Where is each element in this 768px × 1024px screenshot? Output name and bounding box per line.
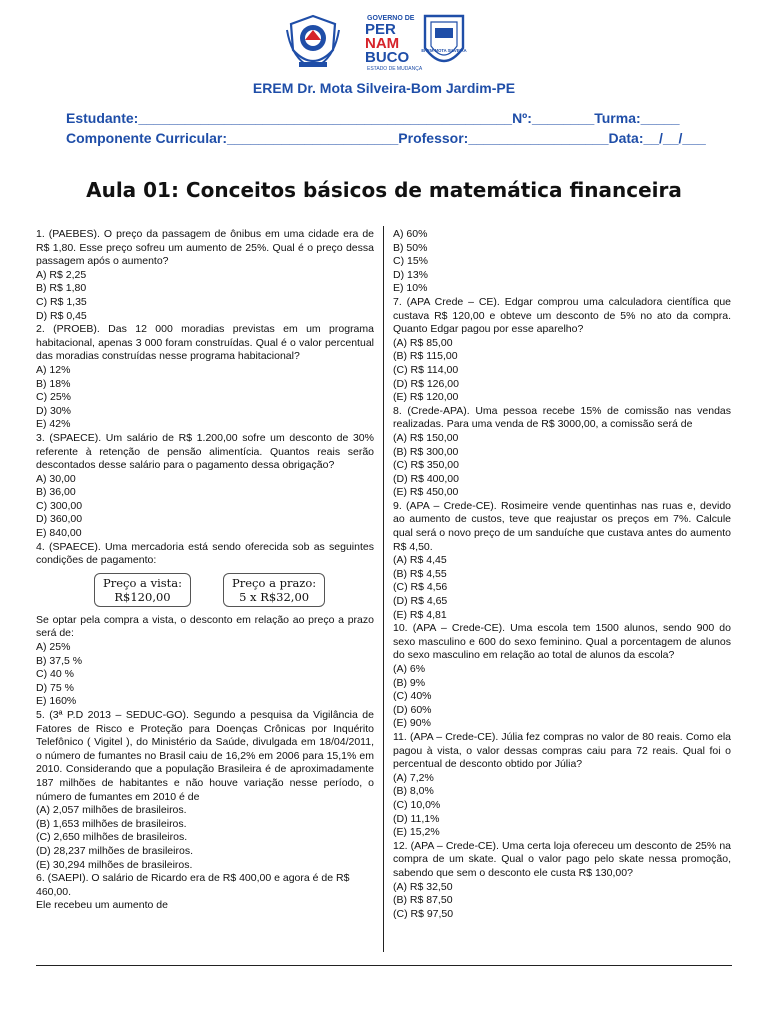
- option: (D) R$ 4,65: [393, 595, 448, 608]
- installment-price-value: 5 x R$32,00: [239, 589, 310, 604]
- student-line: Estudante:________________________________________________Nº:________Turma:_____: [66, 110, 680, 126]
- option: A) 60%: [393, 228, 428, 240]
- option: (E) 90%: [393, 717, 431, 730]
- option: A) R$ 2,25: [36, 268, 87, 281]
- option: (E) R$ 120,00: [393, 391, 459, 404]
- option: E) 840,00: [36, 527, 82, 540]
- option: B) 50%: [393, 241, 428, 254]
- option: (C) 10,0%: [393, 798, 441, 811]
- option: C) 300,00: [36, 499, 83, 512]
- option: (E) 15,2%: [393, 826, 440, 839]
- question-6: 6. (SAEPI). O salário de Ricardo era de R$ 400,00 e agora é de R$ 460,00.: [36, 872, 350, 898]
- option: D) 30%: [36, 404, 72, 417]
- question-10: 10. (APA – Crede-CE). Uma escola tem 1500 alunos, sendo 900 do sexo masculino e 600 do sexo feminino. Qual a porcentagem de alunos do sexo masculino em relação ao total de alunos da escola?: [393, 622, 731, 662]
- installment-price-label: Preço a prazo:: [232, 575, 317, 590]
- option: B) 36,00: [36, 486, 76, 499]
- option: (B) R$ 115,00: [393, 350, 458, 363]
- option: D) 360,00: [36, 513, 83, 526]
- option: B) 18%: [36, 377, 71, 390]
- subject-line: Componente Curricular:______________________Professor:__________________Data:__/__/___: [66, 130, 706, 146]
- question-4: 4. (SPAECE). Uma mercadoria está sendo oferecida sob as seguintes condições de pagamento:: [36, 540, 374, 567]
- option: (B) R$ 4,55: [393, 567, 447, 580]
- option: A) 30,00: [36, 472, 76, 485]
- option: (A) R$ 85,00: [393, 336, 453, 349]
- option: D) 75 %: [36, 681, 74, 694]
- option: (A) 7,2%: [393, 771, 434, 784]
- installment-price-box: [223, 573, 325, 607]
- bottom-rule: [36, 965, 732, 966]
- option: (D) 11,1%: [393, 812, 440, 825]
- svg-text:NAM: NAM: [365, 35, 400, 52]
- option: (D) 60%: [393, 703, 432, 716]
- school-name: EREM Dr. Mota Silveira-Bom Jardim-PE: [252, 80, 516, 96]
- option: C) R$ 1,35: [36, 295, 87, 308]
- option: (D) R$ 126,00: [393, 377, 459, 390]
- school-seal-icon: [421, 16, 466, 61]
- logos-svg: [283, 10, 483, 76]
- svg-text:EREM MOTA SILVEIRA: EREM MOTA SILVEIRA: [421, 48, 467, 53]
- cash-price-value: R$120,00: [114, 589, 171, 604]
- svg-text:ESTADO DE MUDANÇA: ESTADO DE MUDANÇA: [367, 66, 423, 72]
- option: (C) R$ 97,50: [393, 907, 454, 920]
- option: (A) R$ 150,00: [393, 431, 459, 444]
- option: D) 13%: [393, 268, 429, 281]
- coat-of-arms-icon: [287, 16, 339, 67]
- question-11: 11. (APA – Crede-CE). Júlia fez compras no valor de 80 reais. Como ela pagou à vista, o valor dessas compras caiu para 72 reais. Qual foi o percentual de desconto obtido por Júlia?: [393, 730, 731, 771]
- option: A) 12%: [36, 363, 71, 376]
- option: E) 10%: [393, 282, 428, 295]
- question-4-text: Se optar pela compra a vista, o desconto em relação ao preço a prazo será de:: [36, 613, 374, 640]
- cash-price-box: [94, 573, 191, 607]
- option: B) R$ 1,80: [36, 282, 87, 295]
- option: (A) R$ 32,50: [393, 880, 453, 893]
- option: E) 160%: [36, 695, 77, 708]
- option: C) 15%: [393, 255, 429, 268]
- question-6-text: Ele recebeu um aumento de: [36, 899, 168, 912]
- option: (E) R$ 450,00: [393, 486, 459, 499]
- question-12: 12. (APA – Crede-CE). Uma certa loja ofereceu um desconto de 25% na compra de um skate. Qual o valor pago pelo skate nessa promoção, sabendo que sem o desconto ele custa R$ 130,00?: [393, 839, 731, 879]
- question-7: 7. (APA Crede – CE). Edgar comprou uma calculadora científica que custava R$ 120,00 e obteve um desconto de 5% no ato da compra. Quanto Edgar pagou por esse aparelho?: [393, 295, 731, 336]
- option: (D) R$ 400,00: [393, 472, 459, 485]
- option: (E) 30,294 milhões de brasileiros.: [36, 858, 193, 871]
- left-column: [36, 228, 374, 913]
- governo-pernambuco-logo: [365, 15, 423, 72]
- option: (B) 9%: [393, 676, 426, 689]
- option: (D) 28,237 milhões de brasileiros.: [36, 844, 193, 857]
- option: (E) R$ 4,81: [393, 608, 447, 621]
- option: (B) 1,653 milhões de brasileiros.: [36, 817, 187, 830]
- option: E) 42%: [36, 418, 71, 431]
- option: D) R$ 0,45: [36, 309, 87, 322]
- option: (B) 8,0%: [393, 785, 434, 798]
- column-divider: [383, 226, 384, 952]
- option: C) 25%: [36, 391, 72, 404]
- svg-text:GOVERNO DE: GOVERNO DE: [367, 15, 415, 22]
- question-3: 3. (SPAECE). Um salário de R$ 1.200,00 sofre um desconto de 30% referente à retenção de pensão alimentícia. Quantos reais serão descontados desse salário para o pagamento dessa obrigação?: [36, 431, 374, 472]
- cash-price-label: Preço a vista:: [103, 575, 183, 590]
- option: (B) R$ 87,50: [393, 894, 453, 907]
- option: A) 25%: [36, 641, 71, 654]
- question-1: 1. (PAEBES). O preço da passagem de ônibus em uma cidade era de R$ 1,80. Esse preço sofreu um aumento de 25%. Qual é o preço dessa passagem após o aumento?: [36, 228, 374, 268]
- right-column: [393, 228, 731, 921]
- option: (C) 2,650 milhões de brasileiros.: [36, 831, 188, 844]
- option: (A) R$ 4,45: [393, 554, 447, 567]
- option: C) 40 %: [36, 668, 74, 681]
- option: (C) R$ 4,56: [393, 581, 448, 594]
- option: B) 37,5 %: [36, 654, 83, 667]
- svg-text:BUCO: BUCO: [365, 49, 410, 66]
- question-5: 5. (3ª P.D 2013 – SEDUC-GO). Segundo a pesquisa da Vigilância de Fatores de Risco e Proteção para Doenças Crônicas por Inquérito Telefônico ( Vigitel ), do Ministério da Saúde, divulgada em 18/04/2011, o número de fumantes no Brasil caiu de 16,2% em 2006 para 15,1% em 2010. Considerando que a população Brasileira é de aproximadamente 187 milhões de habitantes e não houve variação nesse período, o número de fumantes em 2010 é de: [36, 709, 374, 803]
- header-logos: [283, 10, 483, 76]
- question-9: 9. (APA – Crede-CE). Rosimeire vende quentinhas nas ruas e, devido ao aumento de custos, teve que reajustar os preços em 7%. Calcule qual será o novo preço de um sanduíche que custava antes do aumento R$ 4,50.: [393, 499, 731, 553]
- option: (C) R$ 350,00: [393, 459, 459, 472]
- price-boxes: [94, 573, 374, 607]
- question-2: 2. (PROEB). Das 12 000 moradias previstas em um programa habitacional, apenas 3 000 foram construídas. Qual é o valor percentual das moradias construídas nesse programa habitacional?: [36, 323, 374, 363]
- question-8: 8. (Crede-APA). Uma pessoa recebe 15% de comissão nas vendas realizadas. Para uma venda de R$ 3000,00, a comissão será de: [393, 404, 731, 431]
- option: (B) R$ 300,00: [393, 445, 459, 458]
- option: (A) 2,057 milhões de brasileiros.: [36, 804, 187, 817]
- svg-text:PER: PER: [365, 21, 396, 38]
- page-title: Aula 01: Conceitos básicos de matemática financeira: [86, 178, 682, 202]
- option: (C) R$ 114,00: [393, 363, 459, 376]
- option: (C) 40%: [393, 690, 432, 703]
- option: (A) 6%: [393, 663, 426, 675]
